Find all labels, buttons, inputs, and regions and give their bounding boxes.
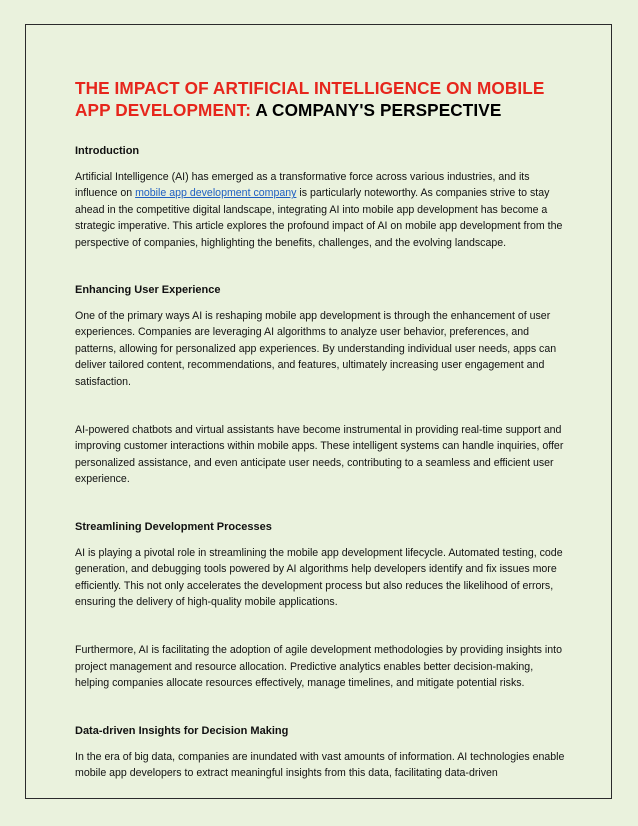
heading-enhancing-user-experience: Enhancing User Experience — [75, 284, 221, 297]
streamlining-paragraph-1: AI is playing a pivotal role in streamlining the mobile app development lifecycle. Automated testing, code generation, and debugging tools powered by AI algorithms help developers identify and fix issues more efficiently. This not only accelerates the development process but also reduces the likelihood of errors, ensuring the delivery of high-quality mobile applications. — [75, 546, 563, 608]
streamlining-paragraph-2: Furthermore, AI is facilitating the adoption of agile development methodologies by providing insights into project management and resource allocation. Predictive analytics enables better decision-making, helping companies allocate resources effectively, manage timelines, and mitigate potential risks. — [75, 644, 563, 690]
heading-introduction: Introduction — [75, 145, 140, 157]
heading-data-driven-insights: Data-driven Insights for Decision Making — [75, 724, 289, 737]
title-subtitle: A COMPANY'S PERSPECTIVE — [255, 100, 502, 120]
intro-paragraph — [75, 169, 565, 251]
user-experience-paragraph-1: One of the primary ways AI is reshaping mobile app development is through the enhancement of user experiences. Companies are leveraging AI algorithms to analyze user behavior, preferences, and patterns, allowing for personalized app experiences. By understanding individual user needs, apps can deliver tailored content, recommendations, and features, ultimately increasing user engagement and satisfaction. — [75, 310, 557, 388]
intro-text-start: Artificial Intelligence (AI) has emerged as a transformative force across various industries, and its influence on — [75, 171, 530, 200]
user-experience-paragraph-2: AI-powered chatbots and virtual assistants have become instrumental in providing real-time support and improving customer interactions within mobile apps. These intelligent systems can handle inquiries, offer personalized assistance, and even anticipate user needs, contributing to a seamless and efficient user experience. — [75, 424, 564, 486]
intro-text-end: is particularly noteworthy. As companies strive to stay ahead in the competitive digital landscape, integrating AI into mobile app development has become a strategic imperative. This article explores the profound impact of AI on mobile app development from the perspective of companies, highlighting the benefits, challenges, and the evolving landscape. — [75, 187, 563, 249]
document-title — [75, 77, 565, 121]
title-highlight: THE IMPACT OF ARTIFICIAL INTELLIGENCE ON MOBILE APP DEVELOPMENT: — [75, 78, 545, 120]
heading-streamlining-development: Streamlining Development Processes — [75, 520, 272, 533]
data-insights-paragraph-1: In the era of big data, companies are inundated with vast amounts of information. AI technologies enable mobile app developers to extract meaningful insights from this data, facilitating data-driven — [75, 750, 565, 779]
document-body — [75, 77, 565, 781]
mobile-app-development-company-link[interactable]: mobile app development company — [135, 187, 297, 200]
